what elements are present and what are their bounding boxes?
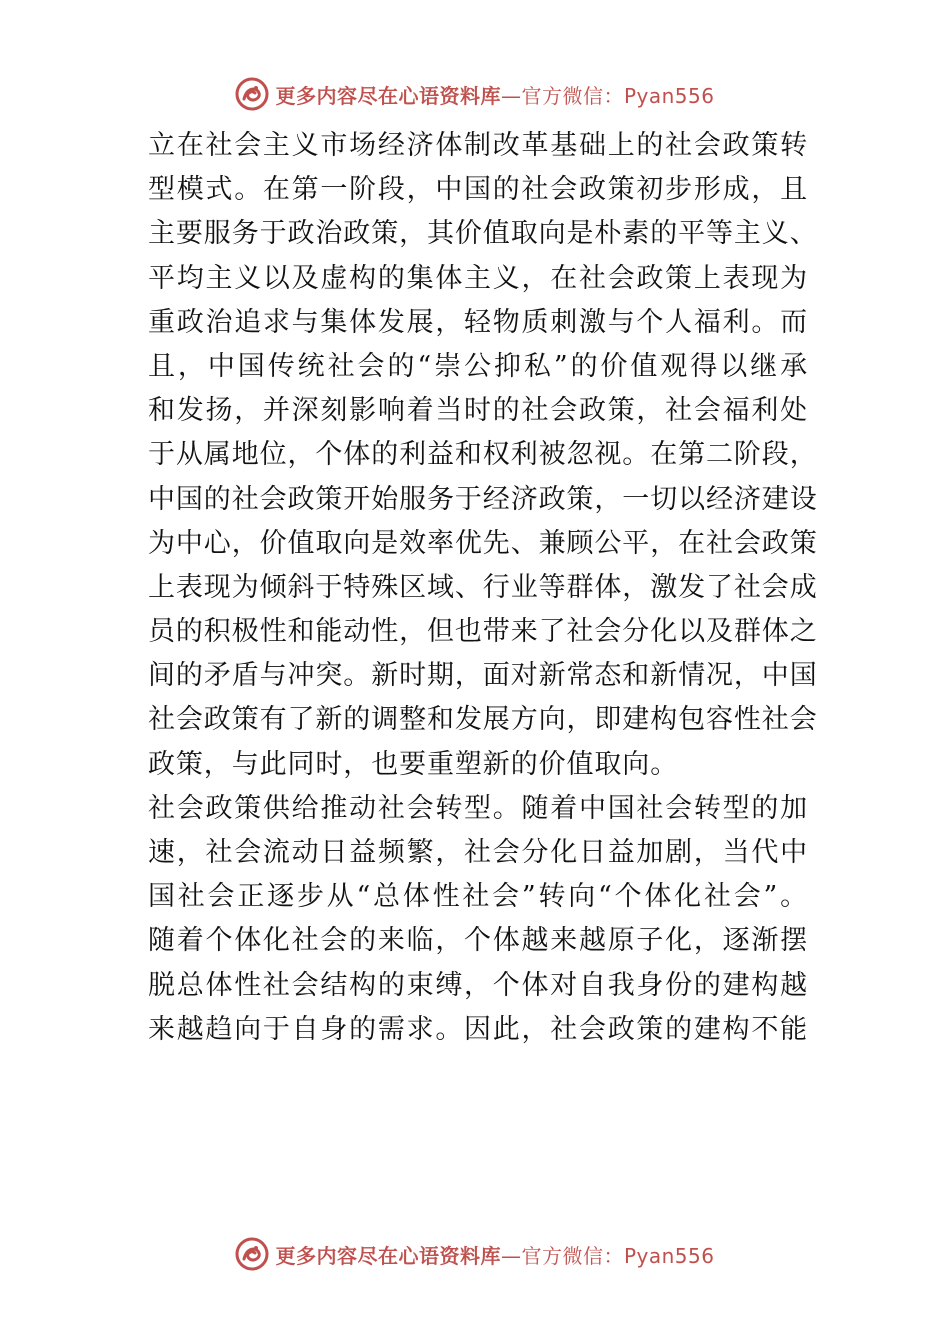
paragraph-1 (148, 124, 818, 787)
snake-logo-icon (235, 77, 269, 111)
header-watermark (0, 72, 950, 116)
watermark-text (275, 1240, 714, 1269)
text-line: 于从属地位，个体的利益和权利被忽视。在第二阶段， (148, 439, 818, 471)
text-line: 重政治追求与集体发展，轻物质刺激与个人福利。而 (148, 306, 808, 338)
text-line: 随着个体化社会的来临，个体越来越原子化，逐渐摆 (148, 925, 808, 957)
watermark-main-text: 更多内容尽在心语资料库 (275, 83, 501, 108)
watermark-text (275, 80, 714, 109)
paragraph-2 (148, 787, 808, 1052)
text-line: 员的积极性和能动性，但也带来了社会分化以及群体之 (148, 616, 818, 648)
watermark-contact-text: 官方微信：Pyan556 (521, 1243, 715, 1268)
text-line: 且，中国传统社会的“崇公抑私”的价值观得以继承 (148, 350, 808, 382)
watermark-dash: — (500, 83, 522, 108)
text-line: 国社会正逐步从“总体性社会”转向“个体化社会”。 (148, 881, 808, 913)
snake-logo-icon (235, 1237, 269, 1271)
footer-watermark (0, 1232, 950, 1276)
text-line: 来越趋向于自身的需求。因此，社会政策的建构不能 (148, 1013, 808, 1045)
text-line: 和发扬，并深刻影响着当时的社会政策，社会福利处 (148, 395, 808, 427)
text-line: 平均主义以及虚构的集体主义，在社会政策上表现为 (148, 262, 808, 294)
text-line: 政策，与此同时，也要重塑新的价值取向。 (148, 748, 679, 780)
watermark-main-text: 更多内容尽在心语资料库 (275, 1243, 501, 1268)
text-line: 型模式。在第一阶段，中国的社会政策初步形成，且 (148, 174, 808, 206)
text-line: 中国的社会政策开始服务于经济政策，一切以经济建设 (148, 483, 818, 515)
text-line: 为中心，价值取向是效率优先、兼顾公平，在社会政策 (148, 527, 818, 559)
document-body (148, 124, 818, 1052)
text-line: 脱总体性社会结构的束缚，个体对自我身份的建构越 (148, 969, 808, 1001)
text-line: 社会政策供给推动社会转型。随着中国社会转型的加 (148, 792, 808, 824)
text-line: 速，社会流动日益频繁，社会分化日益加剧，当代中 (148, 837, 808, 868)
text-line: 间的矛盾与冲突。新时期，面对新常态和新情况，中国 (148, 660, 818, 692)
text-line: 立在社会主义市场经济体制改革基础上的社会政策转 (148, 130, 808, 161)
text-line: 主要服务于政治政策，其价值取向是朴素的平等主义、 (148, 218, 818, 250)
watermark-contact-text: 官方微信：Pyan556 (521, 83, 715, 108)
watermark-dash: — (500, 1243, 522, 1268)
text-line: 上表现为倾斜于特殊区域、行业等群体，激发了社会成 (148, 571, 818, 603)
text-line: 社会政策有了新的调整和发展方向，即建构包容性社会 (148, 704, 818, 736)
